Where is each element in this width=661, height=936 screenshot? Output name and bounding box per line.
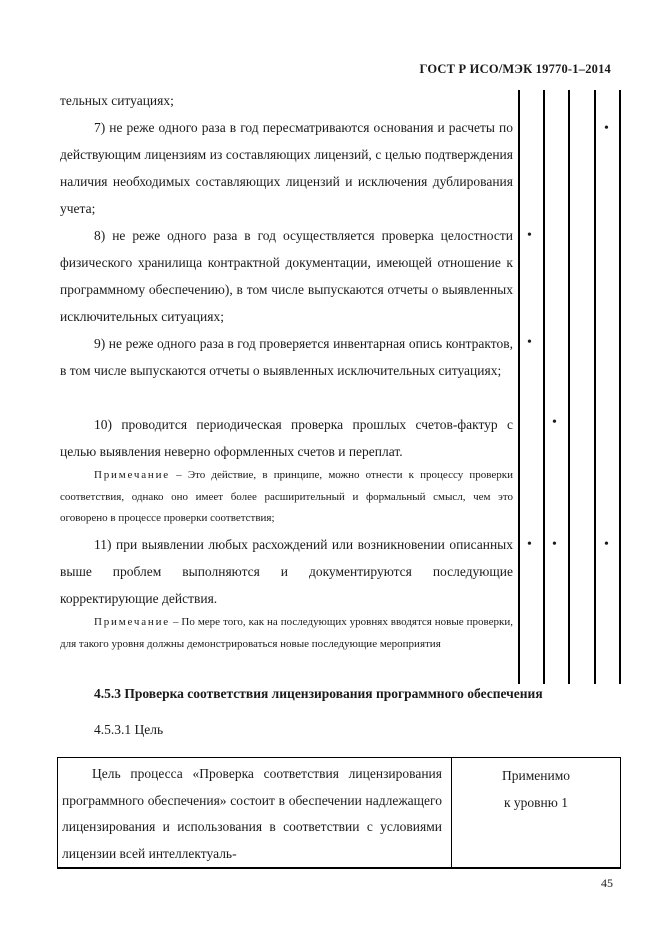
- row-text: 10) проводится периодическая проверка прошлых счетов-фактур с целью выявления неверно оформленных счетов и переплат.: [60, 417, 513, 459]
- applicability-cell: [452, 763, 620, 816]
- column-divider: [594, 90, 596, 684]
- subsection-title: 4.5.3.1 Цель: [94, 722, 164, 737]
- goal-text: Цель процесса «Проверка соответствия лицензирования программного обеспечения» состоит в обеспечении надлежащего лицензирования и использования в соответствии с условиями лицензии всей интеллектуаль-: [62, 766, 442, 861]
- table-row-note: [60, 612, 513, 655]
- column-divider: [518, 90, 520, 684]
- table-row-item-7: [60, 114, 513, 222]
- goal-description-cell: [58, 758, 452, 867]
- bullet-mark: •: [604, 537, 609, 552]
- document-header: ГОСТ Р ИСО/МЭК 19770-1–2014: [419, 62, 611, 76]
- level-label: к уровню 1: [504, 794, 568, 810]
- column-divider: [543, 90, 545, 684]
- bullet-mark: •: [604, 121, 609, 136]
- column-divider: [568, 90, 570, 684]
- page-number: 45: [601, 876, 613, 890]
- column-divider: [619, 90, 621, 684]
- table-row-item-8: [60, 222, 513, 330]
- note-label: Примечание: [94, 469, 170, 481]
- requirements-table: [60, 90, 621, 684]
- table-row-item-11: [60, 531, 513, 612]
- row-text: 8) не реже одного раза в год осуществляется проверка целостности физического хранилища контрактной документации, имеющей отношение к программному обеспечению), в том числе выпускаются отчеты о выявленных исключительных ситуациях;: [60, 228, 513, 324]
- note-text: – По мере того, как на последующих уровнях вводятся новые проверки, для такого уровня должны демонстрироваться новые последующие мероприятия: [60, 616, 513, 650]
- section-title: 4.5.3 Проверка соответствия лицензирования программного обеспечения: [94, 686, 543, 701]
- table-row-item-10: [60, 411, 513, 465]
- applicable-label: Применимо: [501, 768, 570, 783]
- table-row-continuation: [60, 87, 513, 114]
- note-text: – Это действие, в принципе, можно отнести к процессу проверки соответствия, однако оно имеет более расширительный и формальный смысл, чем это оговорено в процессе проверки соответствия;: [60, 469, 513, 524]
- table-row-note: [60, 465, 513, 530]
- bullet-mark: •: [552, 415, 557, 430]
- note-label: Примечание: [94, 616, 170, 628]
- table-row-item-9: [60, 330, 513, 384]
- bullet-mark: •: [552, 537, 557, 552]
- bullet-mark: •: [527, 335, 532, 350]
- row-text: 11) при выявлении любых расхождений или возникновении описанных выше проблем выполняются и документируются последующие корректирующие действия.: [60, 537, 513, 606]
- goal-table: [57, 757, 621, 869]
- row-text: тельных ситуациях;: [60, 93, 174, 108]
- bullet-mark: •: [527, 537, 532, 552]
- row-text: 7) не реже одного раза в год пересматриваются основания и расчеты по действующим лицензиям из составляющих лицензий, с целью подтверждения наличия необходимых составляющих лицензий и исключения дублирования учета;: [60, 120, 513, 216]
- bullet-mark: •: [527, 228, 532, 243]
- row-text: 9) не реже одного раза в год проверяется инвентарная опись контрактов, в том числе выпускаются отчеты о выявленных исключительных ситуациях;: [60, 336, 513, 378]
